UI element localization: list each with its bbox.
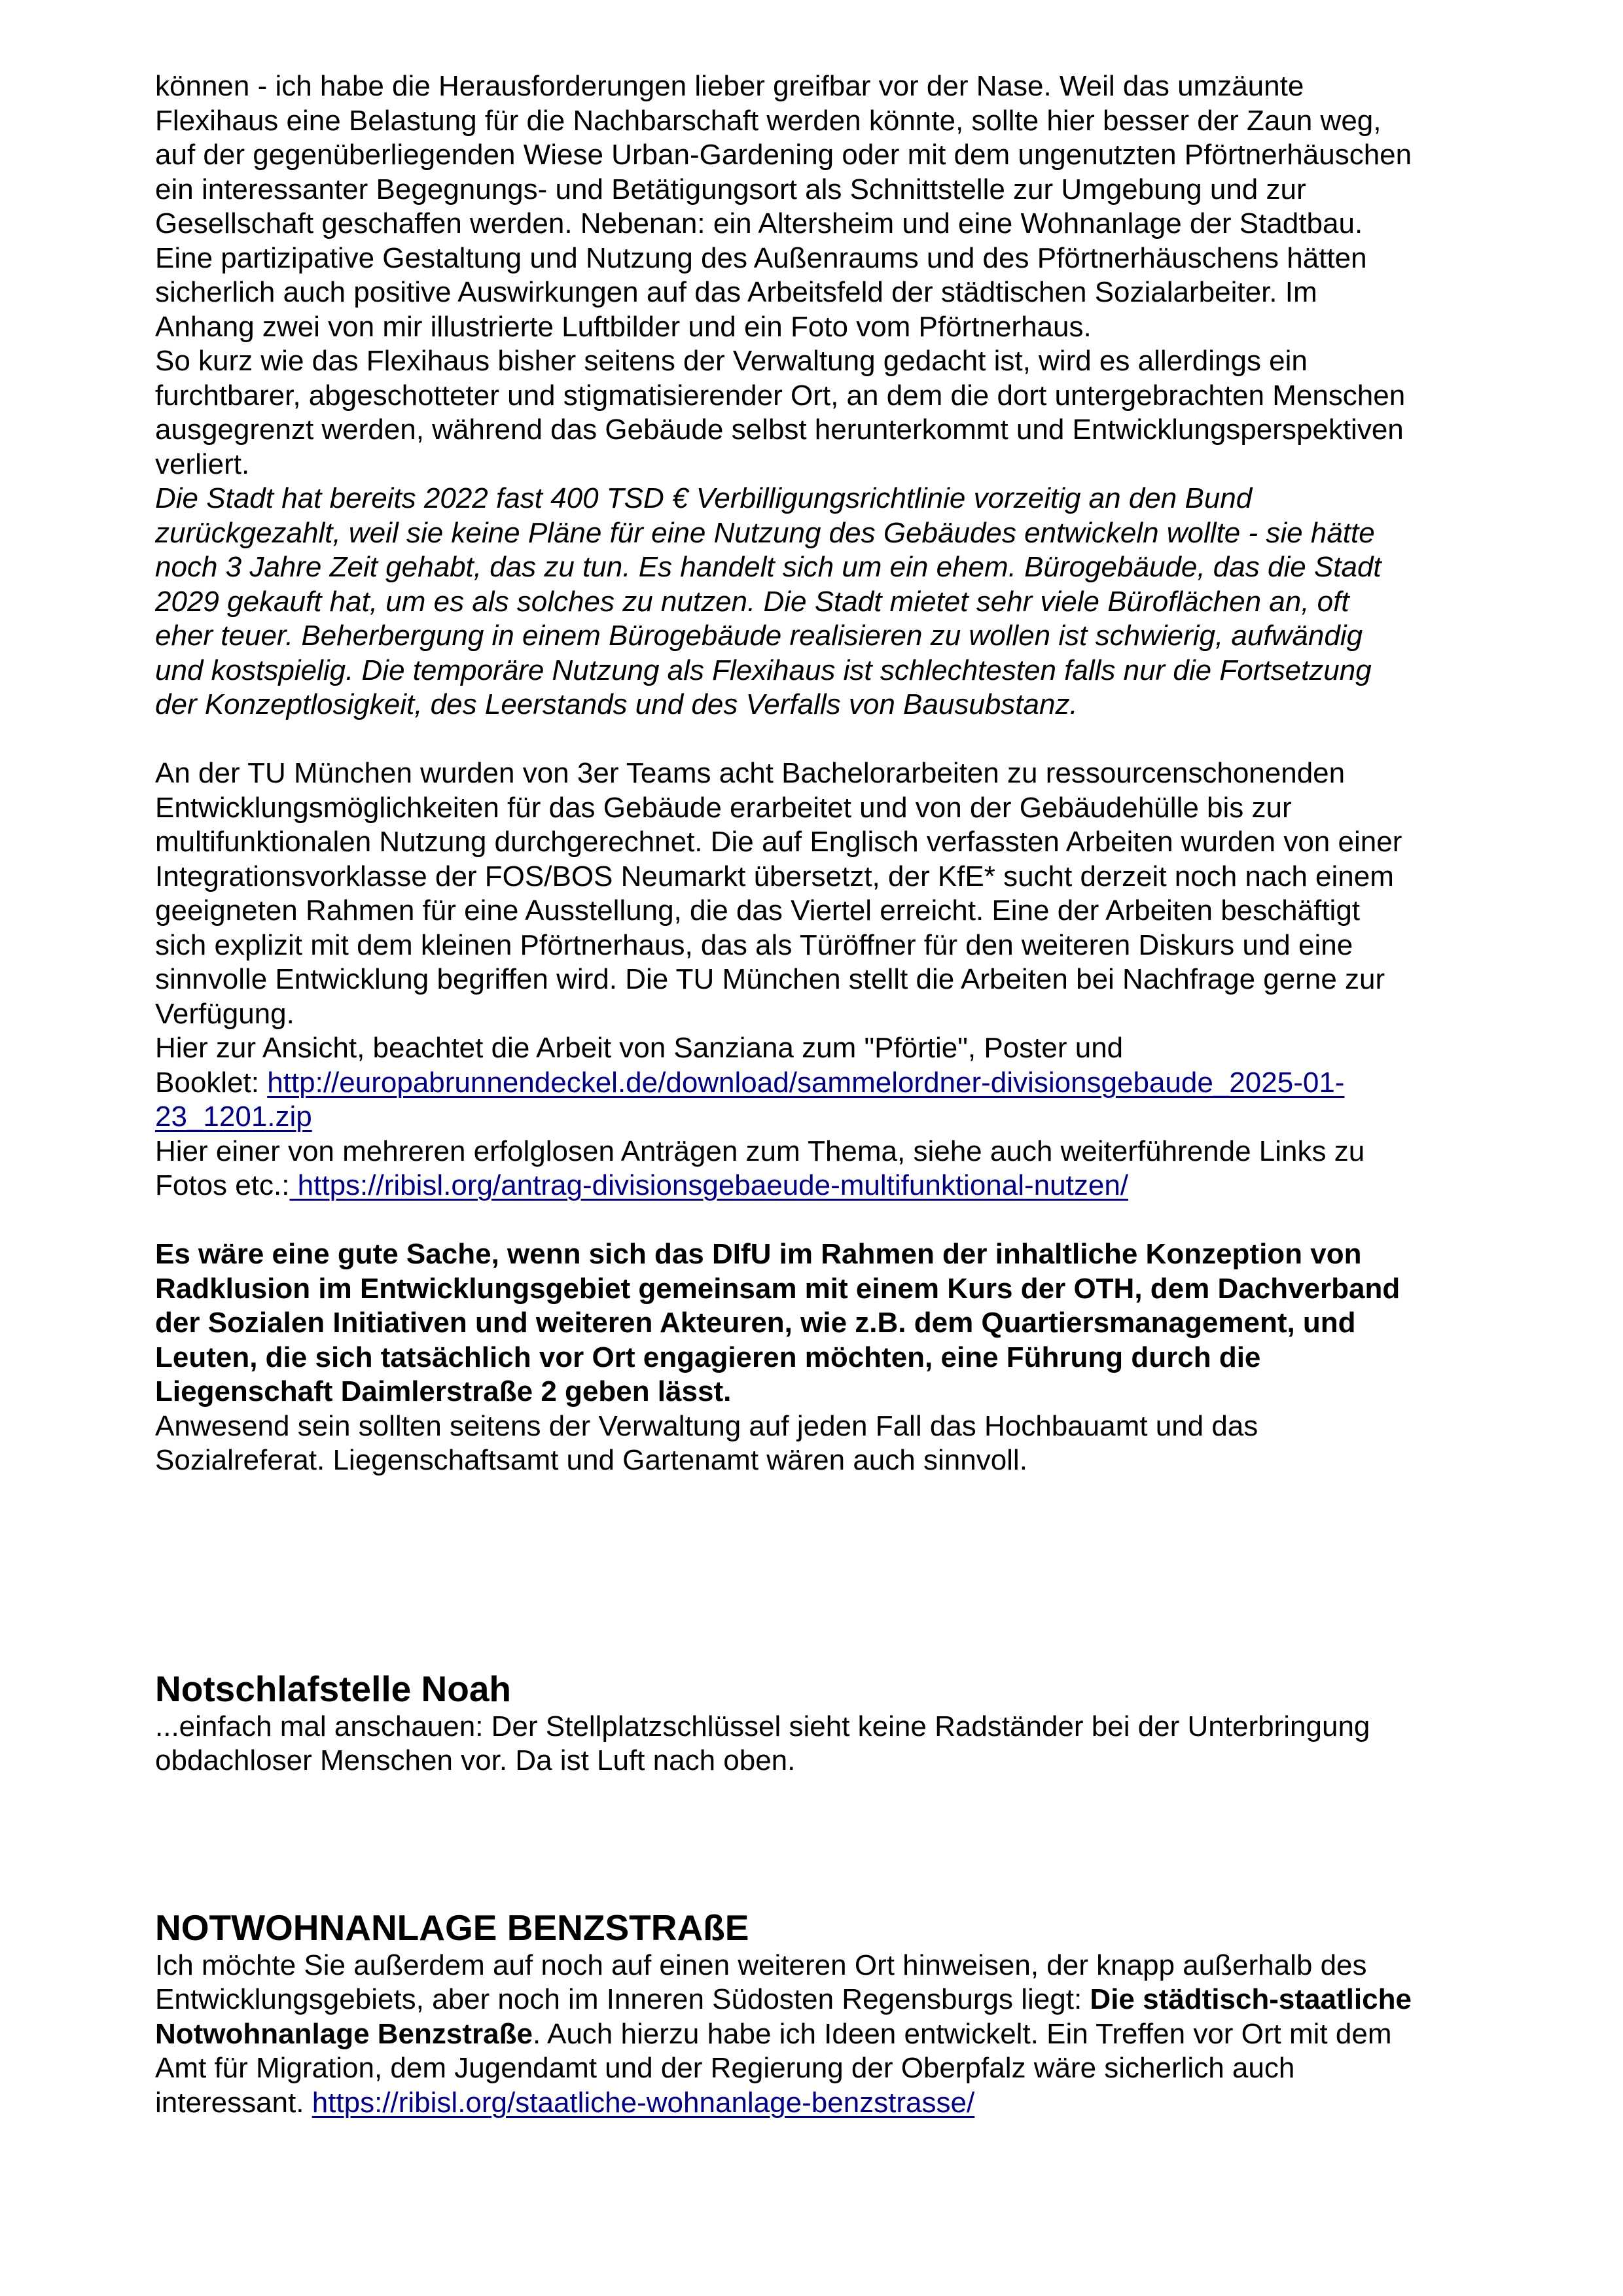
text-line: Leuten, die sich tatsächlich vor Ort engagieren möchten, eine Führung durch die [155,1341,1261,1373]
text-line: Gesellschaft geschaffen werden. Nebenan: ein Altersheim und eine Wohnanlage der Stadtbau. [155,207,1363,239]
text-line: furchtbarer, abgeschotteter und stigmatisierender Ort, an dem die dort untergebrachten Menschen [155,379,1406,412]
text-line: Anwesend sein sollten seitens der Verwaltung auf jeden Fall das Hochbauamt und das [155,1409,1258,1442]
section-heading: Notschlafstelle Noah [155,1668,512,1709]
text-line: der Konzeptlosigkeit, des Leerstands und des Verfalls von Bausubstanz. [155,688,1078,720]
text-line: der Sozialen Initiativen und weiteren Akteuren, wie z.B. dem Quartiersmanagement, und [155,1307,1356,1339]
booklet-label: Booklet: [155,1066,268,1099]
section-heading: NOTWOHNANLAGE BENZSTRAßE [155,1907,749,1948]
text-line: Hier zur Ansicht, beachtet die Arbeit von Sanziana zum "Pförtie", Poster und [155,1032,1124,1064]
text-span-bold: Notwohnanlage Benzstraße [155,2017,533,2050]
text-line: 2029 gekauft hat, um es als solches zu nutzen. Die Stadt mietet sehr viele Büroflächen an, oft [155,585,1349,618]
paragraph-tu-muenchen [155,756,1516,1203]
text-line: Ich möchte Sie außerdem auf noch auf einen weiteren Ort hinweisen, der knapp außerhalb des [155,1949,1367,1981]
text-line: An der TU München wurden von 3er Teams acht Bachelorarbeiten zu ressourcenschonenden [155,757,1346,789]
text-line: Es wäre eine gute Sache, wenn sich das DIfU im Rahmen der inhaltliche Konzeption von [155,1238,1362,1270]
text-line: Hier einer von mehreren erfolglosen Anträgen zum Thema, siehe auch weiterführende Links zu [155,1135,1365,1167]
text-line: sinnvolle Entwicklung begriffen wird. Die TU München stellt die Arbeiten bei Nachfrage gerne zur [155,963,1385,995]
text-line: Radklusion im Entwicklungsgebiet gemeinsam mit einem Kurs der OTH, dem Dachverband [155,1272,1400,1305]
text-line: So kurz wie das Flexihaus bisher seitens der Verwaltung gedacht ist, wird es allerdings ein [155,345,1308,377]
text-line: Liegenschaft Daimlerstraße 2 geben lässt. [155,1375,732,1407]
paragraph-flexihaus [155,69,1516,482]
text-span: interessant. [155,2086,312,2119]
text-line: Die Stadt hat bereits 2022 fast 400 TSD € Verbilligungsrichtlinie vorzeitig an den Bund [155,482,1253,514]
text-line: sich explizit mit dem kleinen Pförtnerhaus, das als Türöffner für den weiteren Diskurs und eine [155,928,1353,961]
text-line: Sozialreferat. Liegenschaftsamt und Gartenamt wären auch sinnvoll. [155,1444,1027,1476]
text-line: obdachloser Menschen vor. Da ist Luft nach oben. [155,1744,796,1776]
text-span: Entwicklungsgebiets, aber noch im Inneren Südosten Regensburgs liegt: [155,1983,1090,2015]
text-line [155,1169,1516,1203]
spacer [155,722,1516,757]
text-line [155,2086,1516,2121]
text-line: Verfügung. [155,997,294,1030]
text-line: noch 3 Jahre Zeit gehabt, das zu tun. Es handelt sich um ein ehem. Bürogebäude, das die Stadt [155,551,1382,583]
text-line [155,1983,1516,2017]
text-line: können - ich habe die Herausforderungen lieber greifbar vor der Nase. Weil das umzäunte [155,70,1304,102]
text-line: Integrationsvorklasse der FOS/BOS Neumarkt übersetzt, der KfE* sucht derzeit noch nach einem [155,860,1394,892]
text-line: multifunktionalen Nutzung durchgerechnet. Die auf Englisch verfassten Arbeiten wurden von einer [155,826,1402,858]
text-line: eher teuer. Beherbergung in einem Bürogebäude realisieren zu wollen ist schwierig, aufwändig [155,620,1363,652]
spacer [155,1778,1516,1907]
booklet-download-link[interactable]: http://europabrunnendeckel.de/download/sammelordner-divisionsgebaude_2025-01- [267,1066,1345,1099]
booklet-download-link-continued[interactable]: 23_1201.zip [155,1101,312,1133]
paragraph-anwesend [155,1409,1516,1478]
document-page [155,69,1516,2120]
text-span: . Auch hierzu habe ich Ideen entwickelt. Ein Treffen vor Ort mit dem [532,2017,1392,2050]
text-line: Amt für Migration, dem Jugendamt und der Regierung der Oberpfalz wäre sicherlich auch [155,2052,1295,2084]
text-line: verliert. [155,448,250,480]
text-line: ausgegrenzt werden, während das Gebäude selbst herunterkommt und Entwicklungsperspektiven [155,414,1404,446]
spacer [155,1478,1516,1668]
section-notschlafstelle-noah [155,1668,1516,1778]
text-line: und kostspielig. Die temporäre Nutzung als Flexihaus ist schlechtesten falls nur die Fortsetzung [155,654,1372,686]
text-line [155,2017,1516,2052]
text-line: Anhang zwei von mir illustrierte Luftbilder und ein Foto vom Pförtnerhaus. [155,310,1092,343]
text-line [155,1100,1516,1135]
text-line: Eine partizipative Gestaltung und Nutzung des Außenraums und des Pförtnerhäuschens hätten [155,241,1367,274]
antrag-link[interactable]: https://ribisl.org/antrag-divisionsgebaeude-multifunktional-nutzen/ [289,1169,1129,1201]
paragraph-bold-request [155,1237,1516,1409]
text-line: Entwicklungsmöglichkeiten für das Gebäude erarbeitet und von der Gebäudehülle bis zur [155,791,1292,824]
benzstrasse-link[interactable]: https://ribisl.org/staatliche-wohnanlage-benzstrasse/ [312,2086,975,2119]
text-line: auf der gegenüberliegenden Wiese Urban-Gardening oder mit dem ungenutzten Pförtnerhäuschen [155,139,1412,171]
text-line [155,1066,1516,1101]
text-line: geeigneten Rahmen für eine Ausstellung, die das Viertel erreicht. Eine der Arbeiten beschäftigt [155,894,1361,927]
text-span-bold: Die städtisch-staatliche [1090,1983,1412,2015]
paragraph-italic-stadt [155,482,1516,722]
text-line: ein interessanter Begegnungs- und Betätigungsort als Schnittstelle zur Umgebung und zur [155,173,1306,205]
text-line: Flexihaus eine Belastung für die Nachbarschaft werden könnte, sollte hier besser der Zaun weg, [155,104,1382,137]
text-line: zurückgezahlt, weil sie keine Pläne für eine Nutzung des Gebäudes entwickeln wollte - sie hätte [155,516,1375,549]
spacer [155,1203,1516,1238]
text-line: sicherlich auch positive Auswirkungen auf das Arbeitsfeld der städtischen Sozialarbeiter. Im [155,276,1317,308]
text-line: ...einfach mal anschauen: Der Stellplatzschlüssel sieht keine Radständer bei der Unterbringung [155,1710,1370,1742]
antrag-label: Fotos etc.: [155,1169,290,1201]
section-notwohnanlage-benzstrasse [155,1907,1516,2121]
